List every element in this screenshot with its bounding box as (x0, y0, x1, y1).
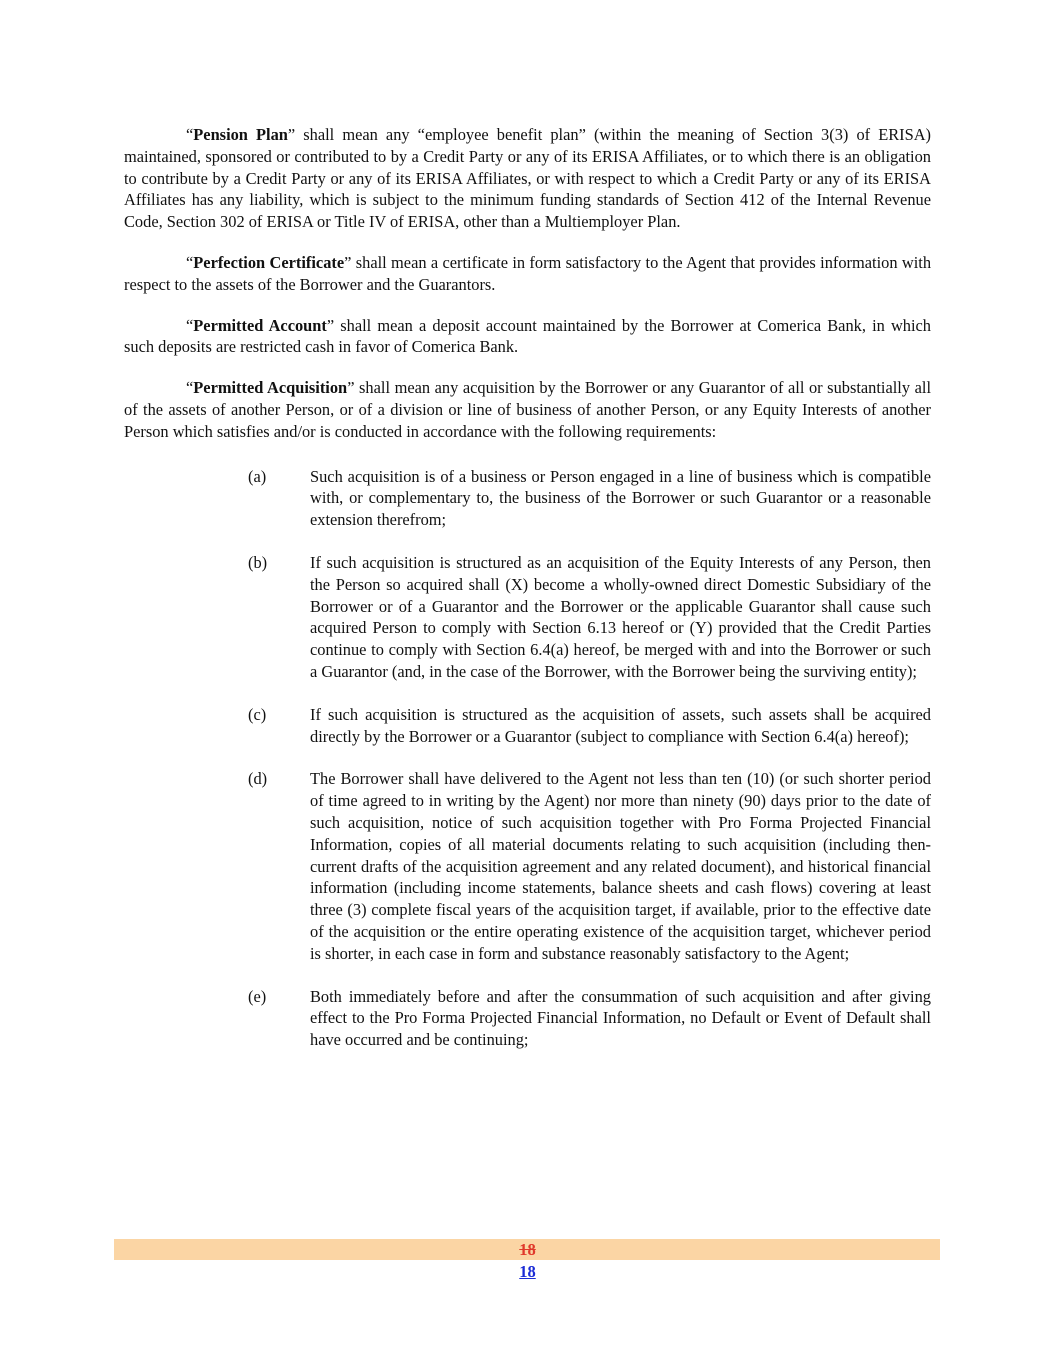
item-text: If such acquisition is structured as an acquisition of the Equity Interests of any Person, then the Person so acquired shall (X) become a wholly-owned direct Domestic Subsidiary of the Borrower or of a Guarantor and the Borrower or the applicable Guarantor shall cause such acquired Person to comply with Section 6.13 hereof or (Y) provided that the Credit Parties continue to comply with Section 6.4(a) hereof, be merged with and into the Borrower or such a Guarantor (and, in the case of the Borrower, with the Borrower being the surviving entity); (310, 552, 931, 681)
close-quote: ” (347, 378, 355, 398)
close-quote: ” (344, 252, 352, 272)
item-text: Such acquisition is of a business or Person engaged in a line of business which is compatible with, or complementary to, the business of the Borrower or such Guarantor or a reasonable extension therefrom; (310, 466, 931, 530)
open-quote: “ (186, 252, 194, 272)
item-label: (e) (248, 986, 267, 1006)
page-number-deleted: 18 (519, 1240, 536, 1259)
definition-text: shall mean any acquisition by the Borrower or any Guarantor of all or substantially all of the assets of another Person, or of a division or line of business of another Person, or any Equity Interests of another Person which satisfies and/or is conducted in accordance with the following requirements: (124, 378, 931, 441)
defined-term: Pension Plan (193, 125, 288, 144)
requirement-item-a (124, 466, 931, 531)
item-text: Both immediately before and after the consummation of such acquisition and after giving effect to the Pro Forma Projected Financial Information, no Default or Event of Default shall have occurred and be continuing; (310, 986, 931, 1050)
item-text: If such acquisition is structured as the acquisition of assets, such assets shall be acquired directly by the Borrower or a Guarantor (subject to compliance with Section 6.4(a) hereof); (310, 704, 931, 746)
definition-text: shall mean any “employee benefit plan” (within the meaning of Section 3(3) of ERISA) maintained, sponsored or contributed to by a Credit Party or any of its ERISA Affiliates, or to which there is an obligation to contribute by a Credit Party or any of its ERISA Affiliates, or with respect to which a Credit Party or any of its ERISA Affiliates has any liability, which is subject to the minimum funding standards of Section 412 of the Internal Revenue Code, Section 302 of ERISA or Title IV of ERISA, other than a Multiemployer Plan. (124, 125, 932, 232)
definition-text: shall mean a certificate in form satisfactory to the Agent that provides information with respect to the assets of the Borrower and the Guarantors. (124, 252, 932, 294)
definition-text: shall mean a deposit account maintained by the Borrower at Comerica Bank, in which such deposits are restricted cash in favor of Comerica Bank. (124, 315, 931, 357)
requirement-item-c (124, 704, 931, 748)
open-quote: “ (186, 378, 194, 398)
open-quote: “ (186, 125, 194, 144)
page-number-inserted: 18 (519, 1262, 536, 1281)
close-quote: ” (287, 125, 296, 144)
definition-permitted-account (124, 315, 931, 359)
definition-permitted-acquisition (124, 377, 931, 442)
open-quote: “ (186, 315, 194, 335)
requirement-item-b (124, 552, 931, 683)
requirement-item-d (124, 768, 931, 964)
item-label: (c) (248, 704, 267, 724)
item-text: The Borrower shall have delivered to the Agent not less than ten (10) (or such shorter period of time agreed to in writing by the Agent) nor more than ninety (90) days prior to the date of such acquisition, notice of such acquisition together with Pro Forma Projected Financial Information, copies of all material documents relating to such acquisition (including then-current drafts of the acquisition agreement and any related document), and historical financial information (including income statements, balance sheets and cash flows) covering at least three (3) complete fiscal years of the acquisition target, if available, prior to the effective date of the acquisition or the entire operating existence of the acquisition target, whichever period is shorter, in each case in form and substance reasonably satisfactory to the Agent; (310, 769, 931, 963)
item-label: (b) (248, 552, 268, 572)
requirements-list (124, 466, 931, 1051)
item-label: (d) (248, 769, 268, 789)
close-quote: ” (326, 315, 335, 335)
defined-term: Permitted Acquisition (193, 378, 348, 398)
item-label: (a) (248, 466, 267, 486)
document-body (124, 124, 931, 1072)
requirement-item-e (124, 986, 931, 1051)
definition-perfection-certificate (124, 252, 931, 296)
definition-pension-plan (124, 124, 931, 233)
defined-term: Perfection Certificate (193, 252, 345, 272)
defined-term: Permitted Account (193, 315, 327, 335)
